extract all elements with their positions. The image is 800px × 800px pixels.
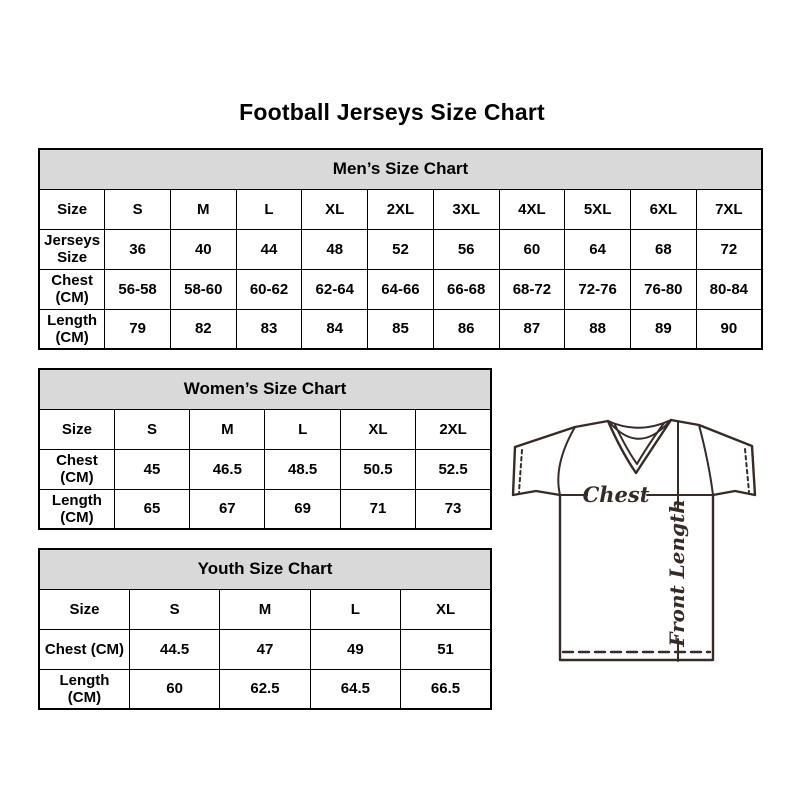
- value-cell: 68-72: [499, 269, 565, 309]
- value-cell: 46.5: [190, 449, 265, 489]
- youth-size-table: [38, 548, 492, 710]
- value-cell: 47: [220, 629, 310, 669]
- page-title: Football Jerseys Size Chart: [239, 99, 545, 125]
- value-cell: 3XL: [433, 189, 499, 229]
- value-cell: M: [170, 189, 236, 229]
- value-cell: 52.5: [416, 449, 491, 489]
- row-label: Size: [39, 589, 129, 629]
- right-cuff-dashed-line: [745, 449, 749, 492]
- jersey-measurement-diagram: [503, 403, 775, 675]
- value-cell: 49: [310, 629, 400, 669]
- value-cell: 72: [696, 229, 762, 269]
- value-cell: 44.5: [129, 629, 219, 669]
- table-row: [39, 229, 762, 269]
- value-cell: XL: [401, 589, 491, 629]
- value-cell: S: [105, 189, 171, 229]
- table-row: [39, 309, 762, 349]
- value-cell: 85: [368, 309, 434, 349]
- value-cell: 66.5: [401, 669, 491, 709]
- value-cell: 64-66: [368, 269, 434, 309]
- value-cell: M: [220, 589, 310, 629]
- value-cell: 65: [114, 489, 189, 529]
- value-cell: 62-64: [302, 269, 368, 309]
- value-cell: XL: [340, 409, 415, 449]
- value-cell: L: [310, 589, 400, 629]
- value-cell: 83: [236, 309, 302, 349]
- value-cell: 56-58: [105, 269, 171, 309]
- value-cell: 60: [499, 229, 565, 269]
- jersey-icon: [503, 403, 775, 675]
- table-row: [39, 409, 491, 449]
- value-cell: 76-80: [630, 269, 696, 309]
- value-cell: 72-76: [565, 269, 631, 309]
- mens-size-table: [38, 148, 763, 350]
- value-cell: 84: [302, 309, 368, 349]
- value-cell: 88: [565, 309, 631, 349]
- value-cell: 73: [416, 489, 491, 529]
- table-title: Youth Size Chart: [39, 549, 491, 589]
- value-cell: 2XL: [368, 189, 434, 229]
- value-cell: 62.5: [220, 669, 310, 709]
- jersey-outline: [513, 420, 755, 660]
- value-cell: 87: [499, 309, 565, 349]
- row-label: Length (CM): [39, 309, 105, 349]
- table-row: [39, 629, 491, 669]
- value-cell: 58-60: [170, 269, 236, 309]
- value-cell: 44: [236, 229, 302, 269]
- value-cell: 69: [265, 489, 340, 529]
- row-label: Length (CM): [39, 669, 129, 709]
- table-row: [39, 449, 491, 489]
- table-row: [39, 669, 491, 709]
- value-cell: 82: [170, 309, 236, 349]
- value-cell: 51: [401, 629, 491, 669]
- row-label: Chest (CM): [39, 449, 114, 489]
- value-cell: 56: [433, 229, 499, 269]
- value-cell: 71: [340, 489, 415, 529]
- table-row: [39, 269, 762, 309]
- value-cell: 64: [565, 229, 631, 269]
- table-title: Men’s Size Chart: [39, 149, 762, 189]
- value-cell: 40: [170, 229, 236, 269]
- front-length-label: Front Length: [665, 499, 689, 647]
- value-cell: 50.5: [340, 449, 415, 489]
- value-cell: 90: [696, 309, 762, 349]
- row-label: Length (CM): [39, 489, 114, 529]
- row-label: Chest (CM): [39, 269, 105, 309]
- row-label: Jerseys Size: [39, 229, 105, 269]
- value-cell: 80-84: [696, 269, 762, 309]
- left-cuff-dashed-line: [519, 450, 522, 492]
- value-cell: 66-68: [433, 269, 499, 309]
- table-row: [39, 489, 491, 529]
- value-cell: 60: [129, 669, 219, 709]
- value-cell: S: [129, 589, 219, 629]
- value-cell: 52: [368, 229, 434, 269]
- row-label: Size: [39, 409, 114, 449]
- value-cell: 7XL: [696, 189, 762, 229]
- chest-label: Chest: [582, 482, 650, 507]
- value-cell: 5XL: [565, 189, 631, 229]
- value-cell: 48.5: [265, 449, 340, 489]
- right-armhole-seam: [699, 425, 713, 495]
- value-cell: 36: [105, 229, 171, 269]
- value-cell: 89: [630, 309, 696, 349]
- row-label: Size: [39, 189, 105, 229]
- value-cell: 79: [105, 309, 171, 349]
- value-cell: XL: [302, 189, 368, 229]
- value-cell: 45: [114, 449, 189, 489]
- table-row: [39, 589, 491, 629]
- value-cell: 4XL: [499, 189, 565, 229]
- value-cell: 86: [433, 309, 499, 349]
- row-label: Chest (CM): [39, 629, 129, 669]
- left-armhole-seam: [558, 427, 575, 495]
- value-cell: 64.5: [310, 669, 400, 709]
- value-cell: 67: [190, 489, 265, 529]
- value-cell: 60-62: [236, 269, 302, 309]
- table-title: Women’s Size Chart: [39, 369, 491, 409]
- value-cell: S: [114, 409, 189, 449]
- value-cell: L: [265, 409, 340, 449]
- value-cell: 48: [302, 229, 368, 269]
- womens-size-table: [38, 368, 492, 530]
- value-cell: 6XL: [630, 189, 696, 229]
- value-cell: M: [190, 409, 265, 449]
- table-row: [39, 189, 762, 229]
- value-cell: 68: [630, 229, 696, 269]
- value-cell: L: [236, 189, 302, 229]
- value-cell: 2XL: [416, 409, 491, 449]
